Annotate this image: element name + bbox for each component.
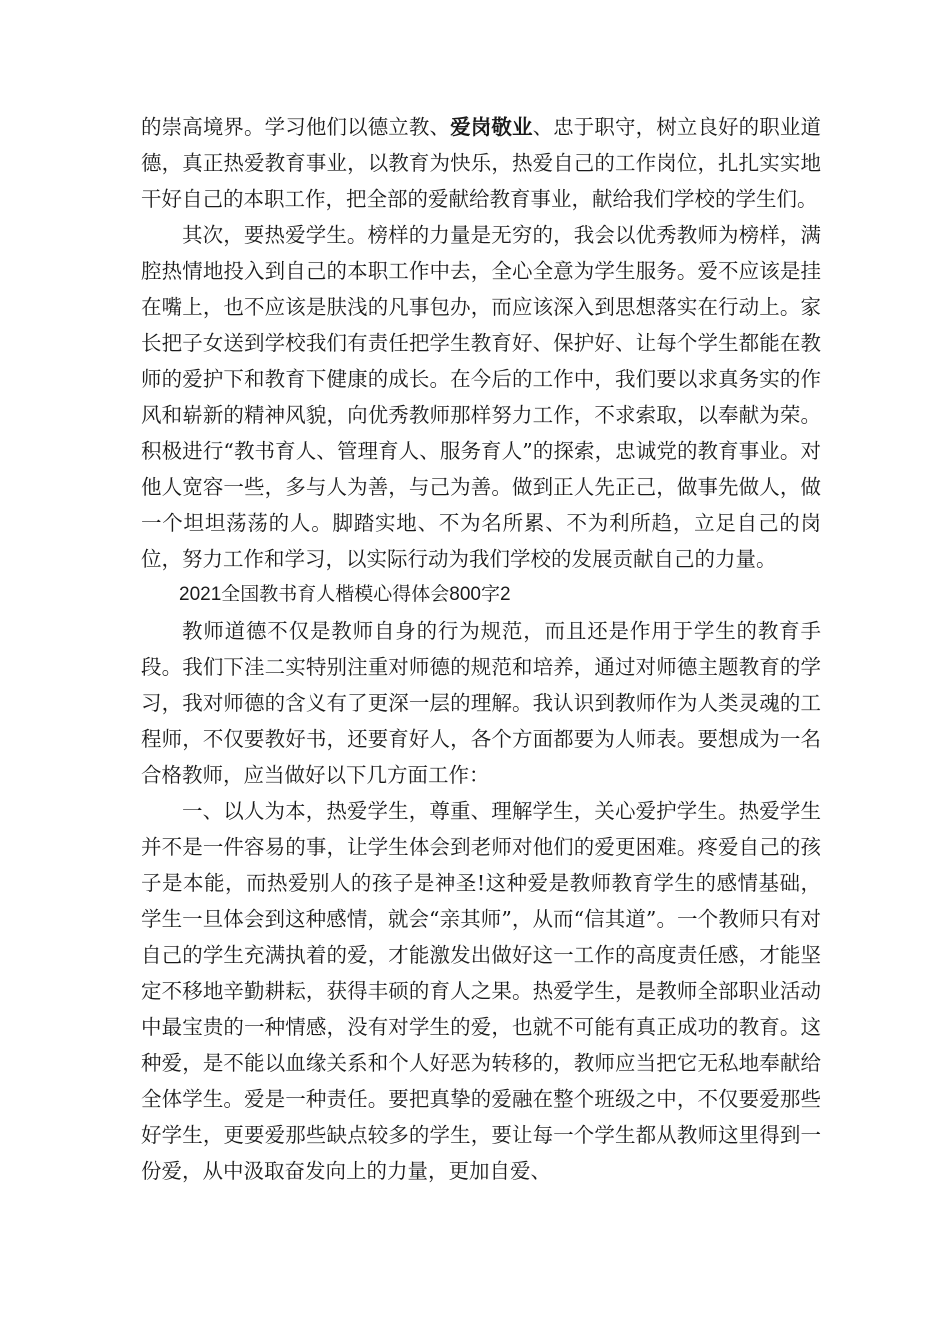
document-body bbox=[141, 109, 821, 1189]
paragraph-3: 教师道德不仅是教师自身的行为规范，而且还是作用于学生的教育手段。我们下洼二实特别注重对师德的规范和培养，通过对师德主题教育的学习，我对师德的含义有了更深一层的理解。我认识到教师作为人类灵魂的工程师，不仅要教好书，还要育好人，各个方面都要为人师表。要想成为一名合格教师，应当做好以下几方面工作： bbox=[141, 619, 821, 787]
paragraph-2: 其次，要热爱学生。榜样的力量是无穷的，我会以优秀教师为榜样，满腔热情地投入到自己的本职工作中去，全心全意为学生服务。爱不应该是挂在嘴上，也不应该是肤浅的凡事包办，而应该深入到思想落实在行动上。家长把子女送到学校我们有责任把学生教育好、保护好、让每个学生都能在教师的爱护下和教育下健康的成长。在今后的工作中，我们要以求真务实的作风和崭新的精神风貌，向优秀教师那样努力工作，不求索取，以奉献为荣。积极进行“教书育人、管理育人、服务育人”的探索，忠诚党的教育事业。对他人宽容一些，多与人为善，与己为善。做到正人先正己，做事先做人，做一个坦坦荡荡的人。脚踏实地、不为名所累、不为利所趋，立足自己的岗位，努力工作和学习，以实际行动为我们学校的发展贡献自己的力量。 bbox=[141, 223, 821, 571]
section-heading: 2021全国教书育人楷模心得体会800字2 bbox=[179, 584, 511, 605]
paragraph-4: 一、以人为本，热爱学生，尊重、理解学生，关心爱护学生。热爱学生并不是一件容易的事，让学生体会到老师对他们的爱更困难。疼爱自己的孩子是本能，而热爱别人的孩子是神圣!这种爱是教师教育学生的感情基础，学生一旦体会到这种感情，就会“亲其师”，从而“信其道”。一个教师只有对自己的学生充满执着的爱，才能激发出做好这一工作的高度责任感，才能坚定不移地辛勤耕耘，获得丰硕的育人之果。热爱学生，是教师全部职业活动中最宝贵的一种情感，没有对学生的爱，也就不可能有真正成功的教育。这种爱，是不能以血缘关系和个人好恶为转移的，教师应当把它无私地奉献给全体学生。爱是一种责任。要把真挚的爱融在整个班级之中，不仅要爱那些好学生，更要爱那些缺点较多的学生，要让每一个学生都从教师这里得到一份爱，从中汲取奋发向上的力量，更加自爱、 bbox=[141, 799, 821, 1183]
paragraph-1-text-start: 的崇高境界。学习他们以德立教、 bbox=[141, 115, 451, 139]
paragraph-1 bbox=[141, 109, 821, 217]
paragraph-1-text-end: 、忠于职守，树立良好的职业道德，真正热爱教育事业，以教育为快乐，热爱自己的工作岗位，扎扎实实地干好自己的本职工作，把全部的爱献给教育事业，献给我们学校的学生们。 bbox=[141, 115, 821, 211]
emphasis-text: 爱岗敬业 bbox=[450, 115, 533, 139]
